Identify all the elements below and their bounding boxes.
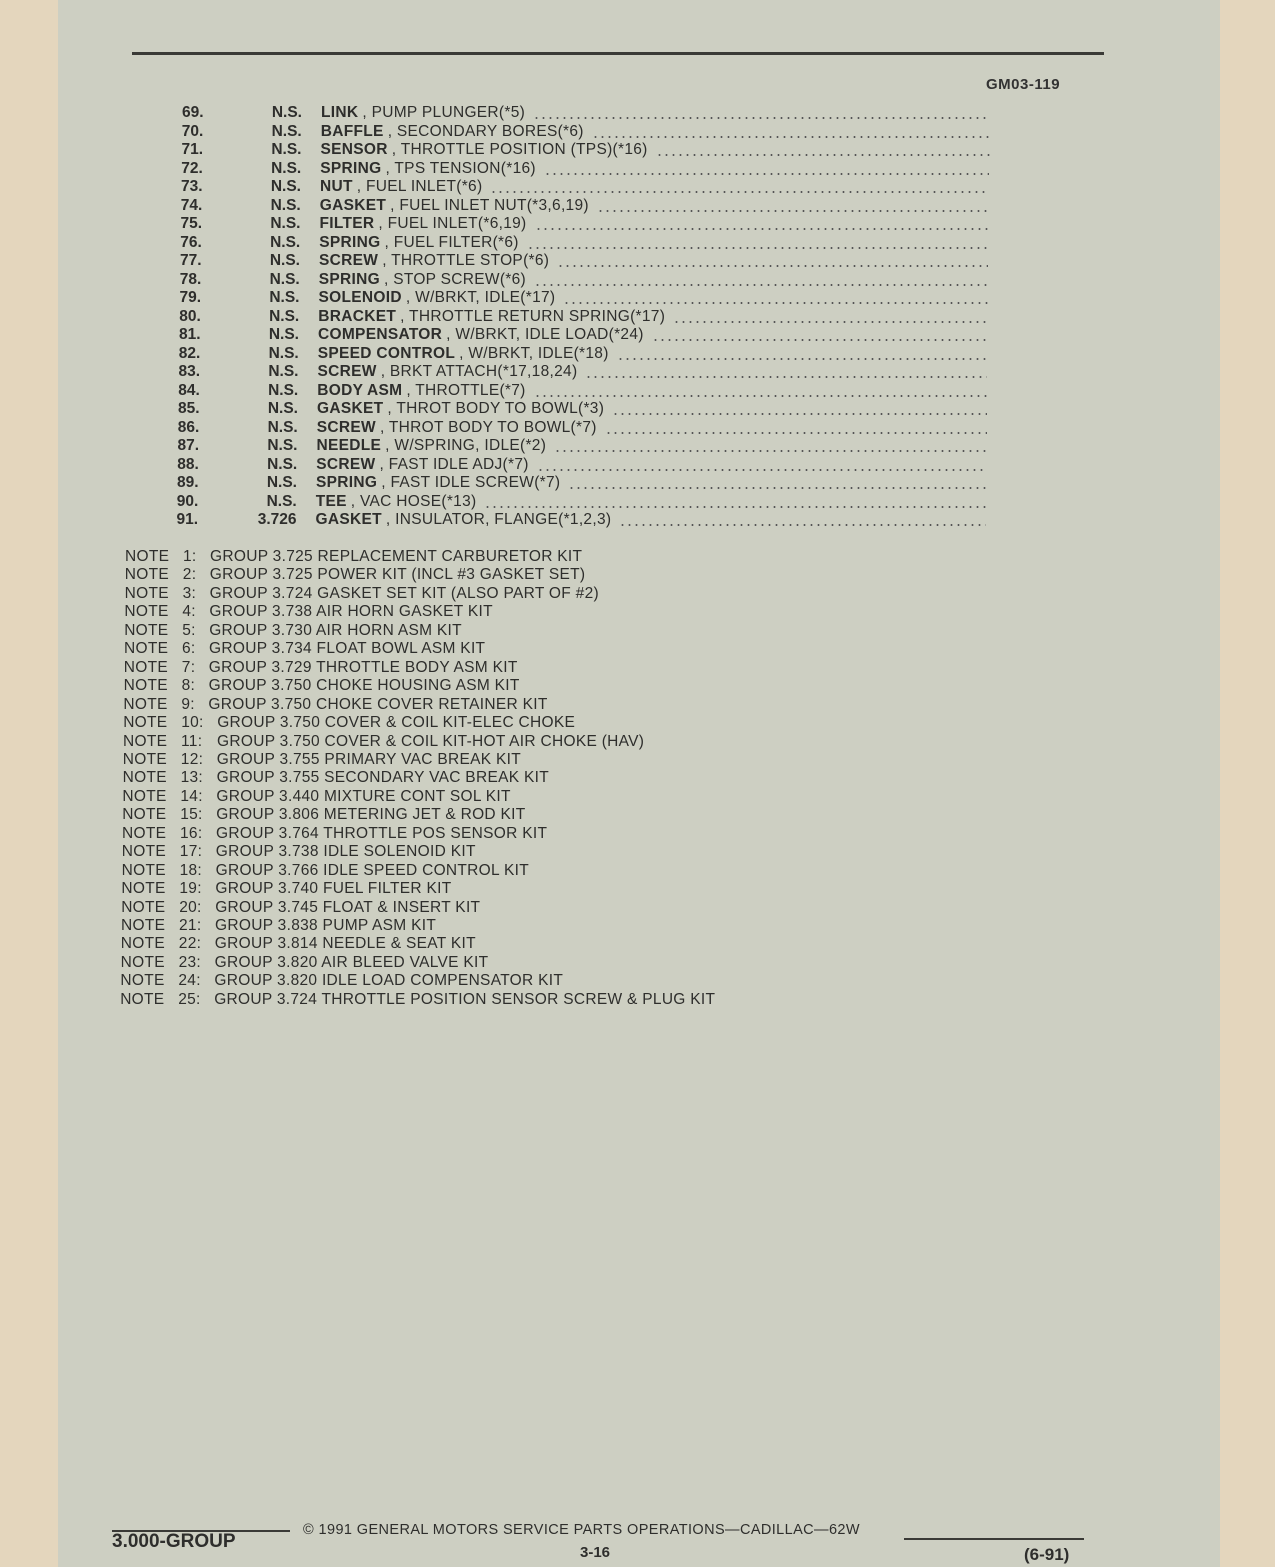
part-name: SPRING [316,474,378,491]
note-row [124,640,485,658]
part-description: , TPS TENSION(*16) [385,159,536,177]
part-row [182,141,990,159]
note-label: NOTE [123,695,168,713]
note-row [122,843,476,861]
part-group: N.S. [269,252,300,269]
dot-leader [652,339,988,341]
note-text: GROUP 3.724 GASKET SET KIT (ALSO PART OF #2) [209,584,599,602]
part-description: , FUEL INLET(*6,19) [378,215,527,232]
dot-leader [554,450,986,452]
note-text: GROUP 3.750 COVER & COIL KIT-ELEC CHOKE [217,714,576,732]
part-number: 74. [180,196,203,214]
dot-leader [619,524,985,526]
note-row [121,917,436,935]
note-row [125,585,599,603]
part-row [180,252,988,270]
footer-section: 3.000-GROUP [112,1531,236,1552]
part-number: 89. [177,474,199,491]
dot-leader [544,173,990,175]
note-text: GROUP 3.738 IDLE SOLENOID KIT [215,843,476,861]
part-group: N.S. [267,437,298,454]
top-rule [132,52,1104,55]
note-number: 18: [179,861,203,879]
dot-leader [534,395,987,397]
part-name: FILTER [319,215,375,232]
part-number: 79. [179,289,202,306]
dot-leader [484,506,985,508]
note-number: 9: [181,695,195,713]
note-label: NOTE [124,603,169,621]
note-row [124,622,462,640]
note-number: 4: [182,603,196,621]
part-description: , VAC HOSE(*13) [350,492,477,510]
part-row [178,437,987,455]
dot-leader [568,487,986,489]
part-name: SPRING [319,233,381,251]
note-text: GROUP 3.724 THROTTLE POSITION SENSOR SCREW & PLUG KIT [214,990,716,1008]
part-group: N.S. [270,196,301,214]
note-label: NOTE [123,714,168,732]
note-label: NOTE [122,787,167,805]
dot-leader [617,358,988,360]
note-number: 12: [180,750,204,768]
part-name: SOLENOID [318,289,402,306]
part-name: SCREW [319,252,379,269]
part-group: N.S. [270,178,301,195]
note-number: 21: [179,917,202,934]
part-number: 83. [178,363,201,380]
note-label: NOTE [124,566,170,584]
part-name: SPRING [320,159,382,177]
dot-leader [656,154,990,156]
part-number: 70. [181,122,204,140]
part-group: N.S. [269,307,300,325]
note-text: GROUP 3.734 FLOAT BOWL ASM KIT [209,640,486,658]
part-description: , INSULATOR, FLANGE(*1,2,3) [385,511,612,528]
part-description: , THROTTLE RETURN SPRING(*17) [400,307,666,325]
part-description: , FAST IDLE SCREW(*7) [381,474,561,491]
note-number: 2: [182,566,197,584]
part-number: 72. [181,159,203,177]
dot-leader [592,136,990,138]
note-label: NOTE [123,658,169,676]
note-number: 25: [178,990,201,1008]
footer-rule-right [904,1538,1084,1540]
note-row [121,899,480,917]
note-label: NOTE [121,843,167,861]
note-number: 3: [182,584,197,602]
part-row [181,215,989,233]
part-group: N.S. [271,122,302,140]
note-label: NOTE [120,972,165,990]
part-row [179,326,988,344]
note-row [124,603,493,621]
note-number: 20: [179,898,202,916]
note-label: NOTE [123,732,168,750]
part-row [178,419,987,437]
part-description: , THROTTLE STOP(*6) [382,252,550,269]
part-name: GASKET [317,400,384,417]
part-name: TEE [315,492,347,510]
note-text: GROUP 3.814 NEEDLE & SEAT KIT [214,935,476,953]
part-name: LINK [321,104,359,121]
revision-date: (6-91) [1024,1545,1070,1564]
dot-leader [612,413,987,415]
part-row [177,511,986,529]
part-number: 88. [177,455,199,473]
part-name: SPRING [318,270,380,288]
part-number: 80. [179,307,201,325]
note-text: GROUP 3.764 THROTTLE POS SENSOR KIT [216,824,548,842]
part-name: BODY ASM [317,381,403,399]
note-row [123,696,547,714]
part-name: COMPENSATOR [318,326,443,343]
note-label: NOTE [124,584,169,602]
note-text: GROUP 3.738 AIR HORN GASKET KIT [209,603,493,621]
note-text: GROUP 3.820 IDLE LOAD COMPENSATOR KIT [214,972,564,990]
note-number: 10: [181,714,204,732]
note-text: GROUP 3.806 METERING JET & ROD KIT [216,806,526,824]
note-number: 8: [181,677,196,695]
part-name: NUT [320,178,353,195]
part-group: N.S. [269,289,300,306]
note-number: 23: [178,953,202,971]
part-group: N.S. [268,363,299,380]
note-number: 1: [183,548,197,565]
note-label: NOTE [120,953,165,971]
part-row [178,382,987,400]
dot-leader [673,321,988,323]
note-text: GROUP 3.740 FUEL FILTER KIT [215,880,452,898]
part-row [177,474,986,492]
note-text: GROUP 3.730 AIR HORN ASM KIT [209,621,462,639]
note-label: NOTE [124,640,169,658]
note-text: GROUP 3.755 PRIMARY VAC BREAK KIT [216,750,522,768]
note-number: 16: [180,824,203,842]
part-group: N.S. [270,233,301,251]
part-number: 75. [180,215,203,232]
part-description: , W/BRKT, IDLE(*17) [405,289,556,306]
part-row [180,289,989,307]
part-row [179,345,988,363]
note-number: 6: [182,640,196,658]
part-number: 86. [177,418,200,436]
part-description: , FUEL INLET(*6) [356,178,483,195]
note-label: NOTE [121,917,166,934]
part-number: 90. [176,492,199,510]
note-label: NOTE [121,898,166,916]
note-label: NOTE [125,548,170,565]
part-row [181,160,989,178]
dot-leader [534,284,988,286]
part-number: 81. [179,326,201,343]
part-group: N.S. [270,215,301,232]
note-text: GROUP 3.755 SECONDARY VAC BREAK KIT [216,769,549,787]
note-row [125,566,586,584]
note-label: NOTE [122,824,167,842]
dot-leader [535,228,989,230]
part-number: 91. [176,511,199,528]
part-number: 71. [181,141,204,158]
part-description: , PUMP PLUNGER(*5) [362,104,526,121]
part-number: 69. [182,104,204,121]
dot-leader [563,302,988,304]
part-description: , FAST IDLE ADJ(*7) [379,455,529,473]
dot-leader [537,469,986,471]
note-label: NOTE [124,621,169,639]
part-description: , THROT BODY TO BOWL(*7) [379,418,597,436]
note-text: GROUP 3.729 THROTTLE BODY ASM KIT [208,658,518,676]
page-number: 3-16 [580,1544,611,1561]
dot-leader [557,265,988,267]
note-row [124,677,520,695]
note-row [123,733,644,751]
part-description: , W/BRKT, IDLE LOAD(*24) [446,326,644,343]
part-description: , STOP SCREW(*6) [383,270,527,288]
part-row [182,104,990,122]
document-code: GM03-119 [986,76,1061,93]
note-row [123,769,549,787]
part-name: BAFFLE [320,122,384,140]
part-name: GASKET [315,511,382,528]
note-number: 7: [181,658,196,676]
note-number: 24: [178,972,201,990]
part-name: SCREW [316,418,376,436]
note-row [123,714,575,732]
note-text: GROUP 3.838 PUMP ASM KIT [215,917,437,934]
part-description: , FUEL INLET NUT(*3,6,19) [390,196,589,214]
note-row [123,751,521,769]
part-name: SENSOR [320,141,388,158]
part-number: 82. [178,344,201,362]
part-row [180,234,988,252]
part-group: 3.726 [257,511,297,528]
note-number: 17: [179,843,203,861]
part-row [182,123,990,141]
part-row [177,493,986,511]
part-description: , THROT BODY TO BOWL(*3) [387,400,605,417]
part-group: N.S. [268,344,299,362]
part-name: SPEED CONTROL [317,344,456,362]
note-number: 5: [182,621,196,639]
note-text: GROUP 3.750 COVER & COIL KIT-HOT AIR CHOKE (HAV) [217,732,645,750]
part-group: N.S. [267,400,298,417]
note-row [121,935,476,953]
note-label: NOTE [120,990,165,1008]
part-number: 77. [180,252,202,269]
note-row [121,954,489,972]
note-text: GROUP 3.745 FLOAT & INSERT KIT [215,898,481,916]
part-number: 73. [181,178,203,195]
note-text: GROUP 3.725 POWER KIT (INCL #3 GASKET SET) [209,566,586,584]
dot-leader [597,210,989,212]
part-group: N.S. [266,474,297,491]
part-number: 87. [177,437,200,454]
part-row [181,178,989,196]
part-row [178,400,987,418]
note-label: NOTE [122,806,167,824]
note-row [124,659,518,677]
note-number: 19: [179,880,202,898]
dot-leader [605,432,987,434]
note-row [125,548,582,566]
footer-copyright: © 1991 GENERAL MOTORS SERVICE PARTS OPERATIONS—CADILLAC—62W [303,1522,860,1538]
note-text: GROUP 3.766 IDLE SPEED CONTROL KIT [215,861,529,879]
note-row [120,991,715,1009]
note-number: 14: [180,787,203,805]
part-number: 85. [178,400,200,417]
part-row [179,308,988,326]
note-row [122,788,510,806]
part-description: , W/SPRING, IDLE(*2) [385,437,547,454]
note-text: GROUP 3.725 REPLACEMENT CARBURETOR KIT [210,548,583,565]
part-group: N.S. [269,270,300,288]
part-number: 84. [178,381,200,399]
part-name: SCREW [316,455,376,473]
part-row [179,363,988,381]
part-group: N.S. [268,326,299,343]
dot-leader [490,191,989,193]
part-number: 78. [179,270,202,288]
part-description: , THROTTLE(*7) [406,381,526,399]
part-description: , SECONDARY BORES(*6) [387,122,584,140]
note-row [122,806,525,824]
note-label: NOTE [123,677,168,695]
part-description: , BRKT ATTACH(*17,18,24) [380,363,578,380]
note-number: 13: [180,769,204,787]
note-label: NOTE [121,861,166,879]
note-row [122,862,529,880]
part-row [180,271,988,289]
note-label: NOTE [120,935,166,953]
note-row [120,972,563,990]
note-text: GROUP 3.750 CHOKE HOUSING ASM KIT [208,677,520,695]
note-number: 11: [181,732,203,750]
note-text: GROUP 3.820 AIR BLEED VALVE KIT [214,953,489,971]
part-number: 76. [180,233,202,251]
part-group: N.S. [266,492,297,510]
note-text: GROUP 3.440 MIXTURE CONT SOL KIT [216,787,511,805]
note-label: NOTE [122,750,168,768]
note-row [121,880,451,898]
note-number: 15: [180,806,203,824]
note-text: GROUP 3.750 CHOKE COVER RETAINER KIT [208,695,548,713]
part-group: N.S. [271,159,302,177]
part-name: BRACKET [318,307,397,325]
dot-leader [585,376,987,378]
part-group: N.S. [271,141,302,158]
part-group: N.S. [267,455,298,473]
part-name: NEEDLE [316,437,382,454]
part-group: N.S. [268,381,299,399]
part-group: N.S. [267,418,298,436]
note-row [122,825,547,843]
dot-leader [527,247,989,249]
note-number: 22: [178,935,202,953]
dot-leader [533,117,990,119]
part-description: , W/BRKT, IDLE(*18) [459,344,609,362]
part-description: , FUEL FILTER(*6) [384,233,519,251]
part-name: SCREW [317,363,377,380]
part-group: N.S. [271,104,302,121]
part-row [181,197,989,215]
part-name: GASKET [319,196,387,214]
part-row [177,456,986,474]
note-label: NOTE [121,880,166,898]
note-label: NOTE [122,769,167,787]
part-description: , THROTTLE POSITION (TPS)(*16) [391,141,648,158]
